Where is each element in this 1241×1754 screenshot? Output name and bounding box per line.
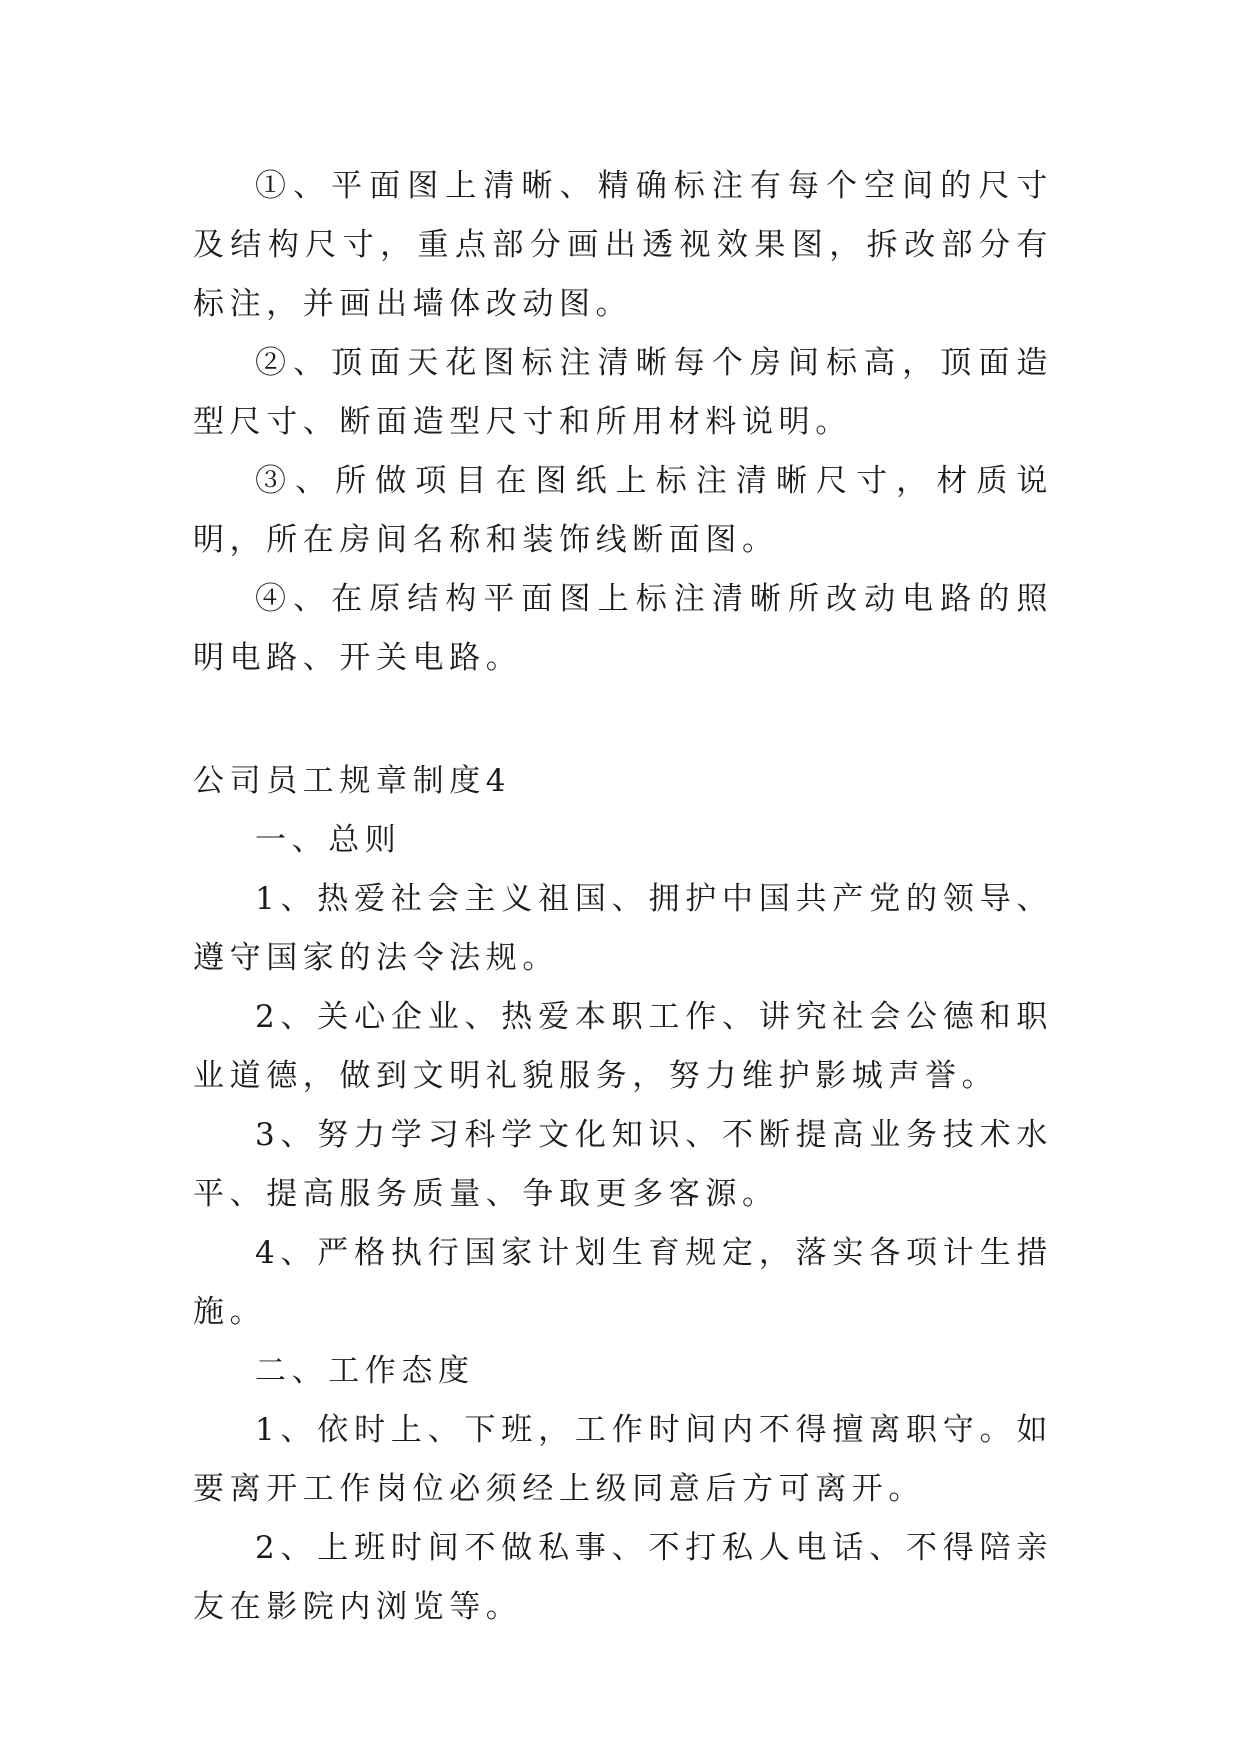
document-body: [193, 157, 1053, 1637]
section-spacer: [193, 688, 1053, 752]
intro-paragraph-3: ③、所做项目在图纸上标注清晰尺寸，材质说明，所在房间名称和装饰线断面图。: [193, 463, 1053, 558]
part1-item-1: 1、热爱社会主义祖国、拥护中国共产党的领导、遵守国家的法令法规。: [193, 881, 1053, 976]
part2-item-1: 1、依时上、下班，工作时间内不得擅离职守。如要离开工作岗位必须经上级同意后方可离开。: [193, 1412, 1053, 1507]
part2-heading: 二、工作态度: [255, 1353, 475, 1389]
intro-paragraph-2: ②、顶面天花图标注清晰每个房间标高，顶面造型尺寸、断面造型尺寸和所用材料说明。: [193, 345, 1053, 440]
part2-item-2: 2、上班时间不做私事、不打私人电话、不得陪亲友在影院内浏览等。: [193, 1530, 1053, 1625]
part1-item-4: 4、严格执行国家计划生育规定，落实各项计生措施。: [193, 1235, 1053, 1330]
intro-paragraph-1: ①、平面图上清晰、精确标注有每个空间的尺寸及结构尺寸，重点部分画出透视效果图，拆改部分有标注，并画出墙体改动图。: [193, 168, 1053, 322]
section-title: 公司员工规章制度4: [193, 763, 512, 799]
intro-paragraph-4: ④、在原结构平面图上标注清晰所改动电路的照明电路、开关电路。: [193, 581, 1053, 676]
part1-item-2: 2、关心企业、热爱本职工作、讲究社会公德和职业道德，做到文明礼貌服务，努力维护影城声誉。: [193, 999, 1053, 1094]
part1-heading: 一、总则: [255, 822, 402, 858]
part1-item-3: 3、努力学习科学文化知识、不断提高业务技术水平、提高服务质量、争取更多客源。: [193, 1117, 1053, 1212]
